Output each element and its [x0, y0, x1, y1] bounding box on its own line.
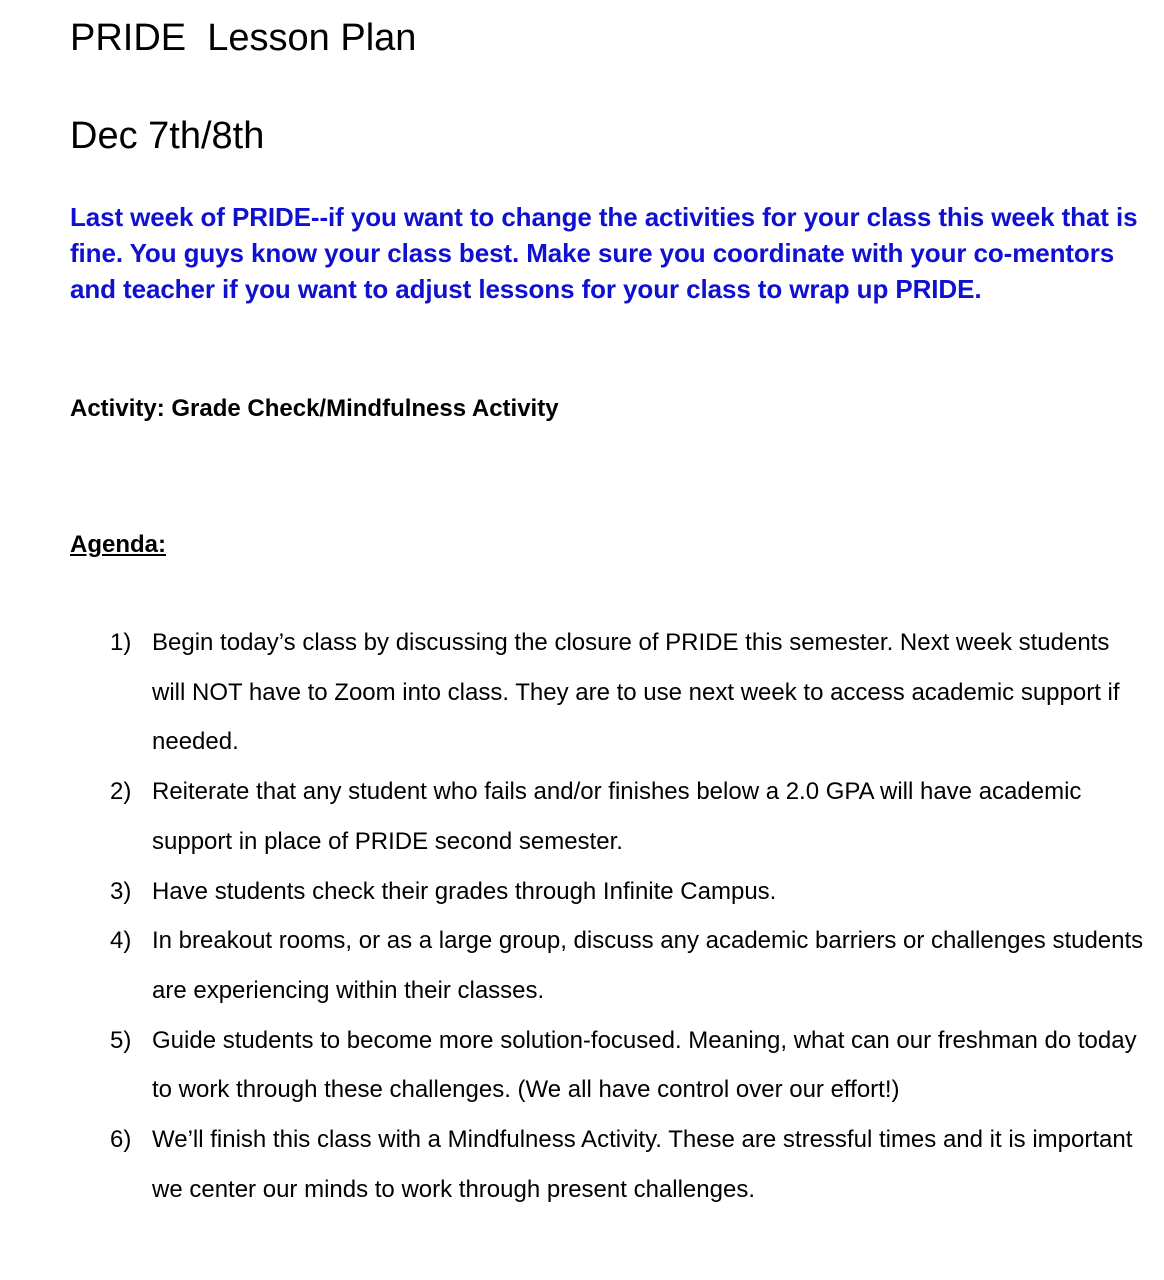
agenda-item-text: Reiterate that any student who fails and/or finishes below a 2.0 GPA will have academic support in place of PRIDE second semester. [152, 778, 1082, 855]
agenda-item-number: 2) [110, 778, 132, 806]
agenda-item [108, 767, 1148, 866]
activity-heading: Activity: Grade Check/Mindfulness Activity [70, 395, 559, 422]
agenda-item-number: 5) [110, 1026, 132, 1054]
agenda-heading: Agenda: [70, 531, 166, 558]
agenda-item [108, 1016, 1148, 1115]
agenda-item-number: 1) [110, 629, 132, 656]
agenda-item-text: We’ll finish this class with a Mindfulness Activity. These are stressful times and it is important we center our minds to work through present challenges. [152, 1126, 1133, 1203]
agenda-item-text: Begin today’s class by discussing the closure of PRIDE this semester. Next week students will NOT have to Zoom into class. They are to use next week to access academic support if needed. [152, 629, 1120, 756]
lesson-date: Dec 7th/8th [70, 115, 265, 157]
agenda-item-text: In breakout rooms, or as a large group, discuss any academic barriers or challenges students are experiencing within their classes. [152, 927, 1144, 1004]
mentor-notice: Last week of PRIDE--if you want to change the activities for your class this week that is fine. You guys know your class best. Make sure you coordinate with your co-mentors and teacher if you want to adjust lessons for your class to wrap up PRIDE. [70, 202, 1138, 304]
agenda-item [108, 618, 1148, 767]
agenda-item-text: Guide students to become more solution-focused. Meaning, what can our freshman do today to work through these challenges. (We all have control over our effort!) [152, 1026, 1137, 1104]
document-title: PRIDE Lesson Plan [70, 17, 417, 59]
agenda-item [108, 916, 1148, 1015]
agenda-item-number: 6) [110, 1126, 132, 1154]
agenda-item [108, 1115, 1148, 1214]
agenda-list [108, 618, 1148, 1214]
agenda-item-number: 3) [110, 877, 132, 905]
agenda-item-number: 4) [110, 927, 132, 955]
agenda-item [108, 867, 1148, 917]
agenda-item-text: Have students check their grades through Infinite Campus. [152, 877, 777, 905]
